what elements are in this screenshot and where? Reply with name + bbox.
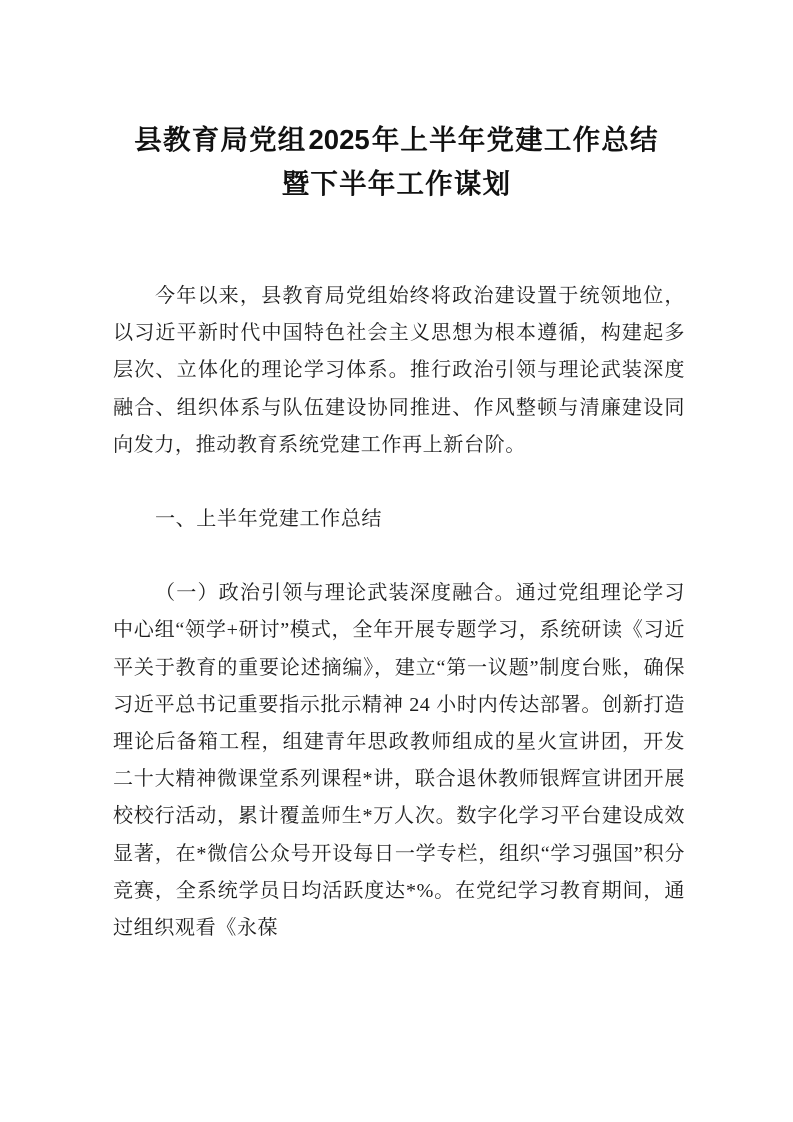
title-text-after-year: 年上半年党建工作总结	[371, 124, 659, 155]
title-year: 2025	[308, 124, 370, 155]
title-text-before-year: 县教育局党组	[134, 124, 307, 155]
intro-paragraph: 今年以来，县教育局党组始终将政治建设置于统领地位，以习近平新时代中国特色社会主义思想为根本遵循，构建起多层次、立体化的理论学习体系。推行政治引领与理论武装深度融合、组织体系与队伍建设协同推进、作风整顿与清廉建设同向发力，推动教育系统党建工作再上新台阶。	[113, 285, 685, 456]
document-title-line-1	[100, 118, 693, 162]
document-title	[100, 118, 693, 206]
document-body	[113, 278, 685, 947]
subsection-paragraph-1a: （一）政治引领与理论武装深度融合。通过党组理论学习中心组“领学+研讨”模式，全年开展专题学习，系统研读《习近平关于教育的重要论述摘编》，建立“第一议题”制度台账，确保习近平总书记重要指示批示精神 24 小时内传达部署。创新打造理论后备箱工程，组建青年思政教师组成的星火宣讲团，开发二十大精神微课堂系列课程*讲，联合退休教师银辉宣讲团开展校校行活动，累计覆盖师生*万人次。数字化学习平台建设成效显著，在*微信公众号开设每日一学专栏，组织“学习强国”积分竞赛，全系统学员日均活跃度达*%。在党纪学习教育期间，通过组织观看《永葆	[113, 582, 685, 940]
document-title-line-2: 暨下半年工作谋划	[281, 168, 512, 199]
section-heading-1: 一、上半年党建工作总结	[155, 508, 383, 531]
